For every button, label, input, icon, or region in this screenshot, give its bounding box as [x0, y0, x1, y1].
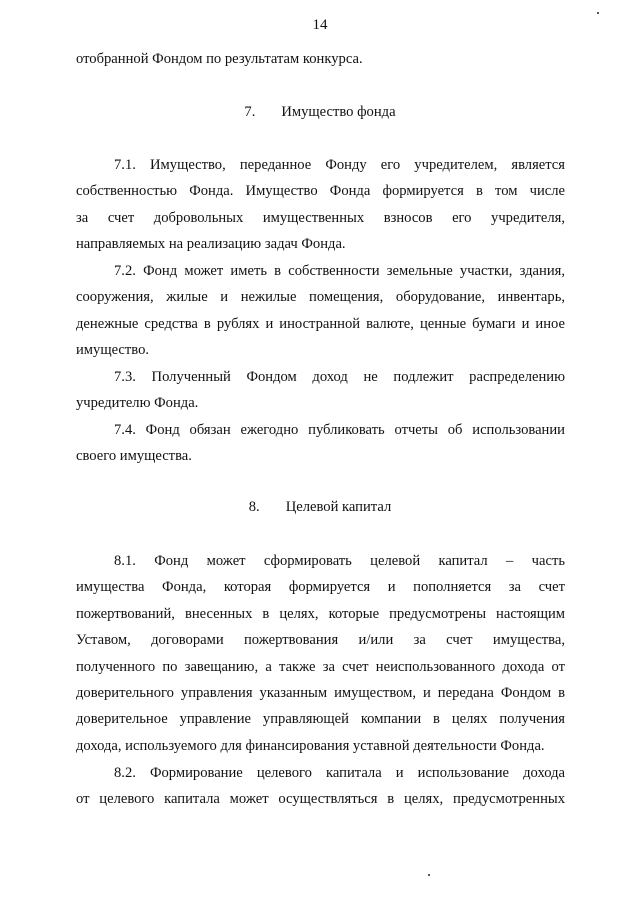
paragraph-8-2 — [76, 760, 565, 813]
paragraph-7-1 — [76, 152, 565, 258]
paragraph-8-1 — [76, 548, 565, 759]
text-line: дохода, используемого для финансирования уставной деятельности Фонда. — [76, 737, 545, 754]
paragraph-7-4 — [76, 417, 565, 470]
text-line: пожертвований, внесенных в целях, которые предусмотрены настоящим — [76, 605, 565, 622]
intro-paragraph — [76, 46, 565, 72]
text-line: отобранной Фондом по результатам конкурса. — [76, 51, 363, 67]
text-line: учредителю Фонда. — [76, 395, 199, 412]
text-line: за счет добровольных имущественных взносов его учредителя, — [76, 209, 565, 226]
text-line: доверительное управление управляющей компании в целях получения — [76, 711, 565, 728]
text-line: 7.4. Фонд обязан ежегодно публиковать отчеты об использовании — [114, 422, 565, 438]
section-number: 8. — [248, 499, 260, 515]
text-line: собственностью Фонда. Имущество Фонда формируется в том числе — [76, 183, 565, 200]
text-line: денежные средства в рублях и иностранной валюте, ценные бумаги и иное — [76, 315, 565, 332]
text-line: направляемых на реализацию задач Фонда. — [76, 236, 346, 253]
text-line: своего имущества. — [76, 448, 192, 465]
text-line: Уставом, договорами пожертвования и/или за счет имущества, — [76, 632, 565, 649]
text-line: 7.2. Фонд может иметь в собственности земельные участки, здания, — [114, 263, 565, 279]
text-line: 7.3. Полученный Фондом доход не подлежит распределению — [114, 369, 565, 385]
text-line: сооружения, жилые и нежилые помещения, оборудование, инвентарь, — [76, 289, 565, 306]
page-number: 14 — [312, 17, 328, 33]
text-line: имущество. — [76, 342, 150, 359]
text-line: 7.1. Имущество, переданное Фонду его учредителем, является — [114, 157, 565, 173]
scan-speck — [428, 874, 430, 876]
section-title: Имущество фонда — [281, 104, 396, 120]
paragraph-7-3 — [76, 364, 565, 417]
paragraph-7-2 — [76, 258, 565, 364]
section-7-heading — [0, 104, 640, 121]
text-line: 8.2. Формирование целевого капитала и использование дохода — [114, 765, 565, 781]
text-line: доверительного управления указанным имуществом, и передана Фондом в — [76, 685, 565, 702]
section-title: Целевой капитал — [285, 499, 392, 515]
text-line: 8.1. Фонд может сформировать целевой капитал – часть — [114, 553, 565, 569]
scan-speck — [597, 12, 599, 14]
section-number: 7. — [244, 104, 256, 120]
text-line: от целевого капитала может осуществляться в целях, предусмотренных — [76, 791, 565, 808]
text-line: имущества Фонда, которая формируется и пополняется за счет — [76, 579, 565, 596]
section-8-heading — [0, 499, 640, 516]
text-line: полученного по завещанию, а также за счет неиспользованного дохода от — [76, 658, 565, 675]
